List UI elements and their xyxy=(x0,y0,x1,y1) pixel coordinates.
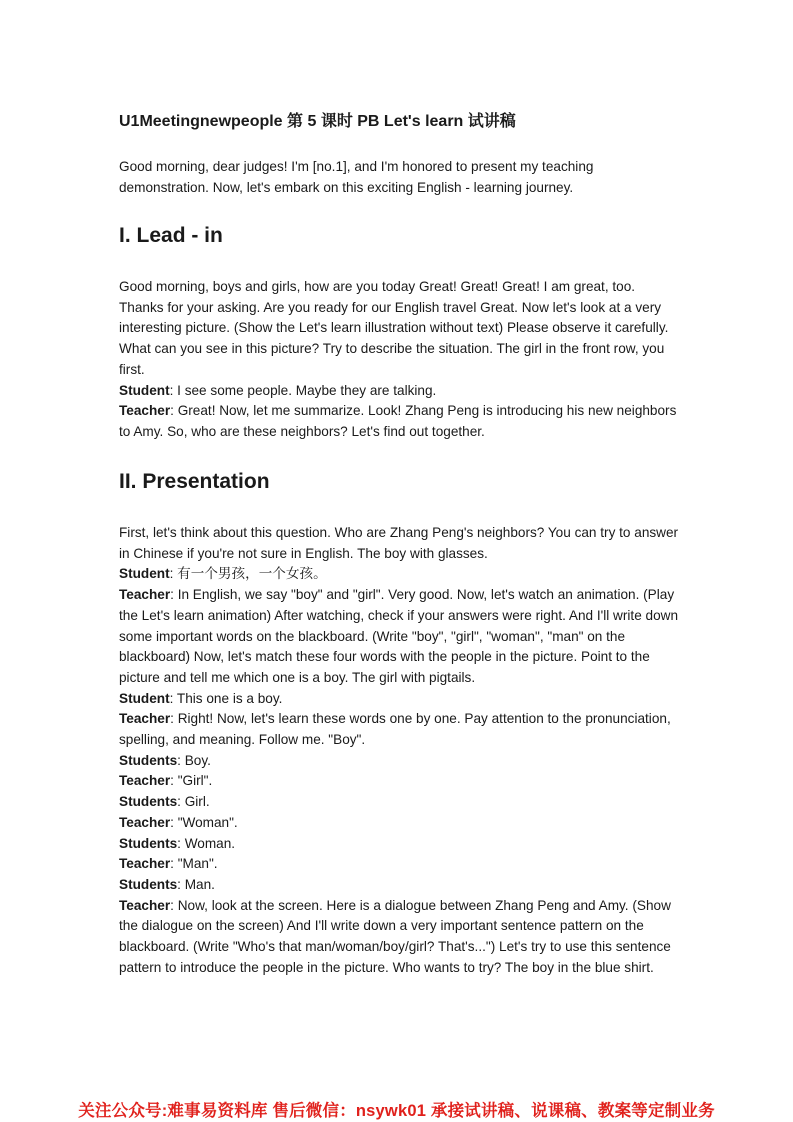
dialogue-line xyxy=(119,792,679,813)
dialogue-line xyxy=(119,689,679,710)
intro-paragraph: Good morning, dear judges! I'm [no.1], and I'm honored to present my teaching demonstration. Now, let's embark on this exciting English - learning journey. xyxy=(119,159,594,195)
dialogue-text: : Great! Now, let me summarize. Look! Zhang Peng is introducing his new neighbors to Amy. So, who are these neighbors? Let's find out together. xyxy=(119,403,677,439)
dialogue-text: : 有一个男孩，一个女孩。 xyxy=(169,566,327,582)
speaker-label: Teacher xyxy=(119,403,171,419)
dialogue-text: : Man. xyxy=(177,876,215,892)
section-heading-presentation: II. Presentation xyxy=(119,470,270,493)
dialogue-text: : Girl. xyxy=(177,794,210,810)
dialogue-line xyxy=(119,401,679,442)
speaker-label: Teacher xyxy=(119,897,171,913)
dialogue-line xyxy=(119,771,679,792)
dialogue-text: : Now, look at the screen. Here is a dialogue between Zhang Peng and Amy. (Show the dialogue on the screen) And I'll write down a very important sentence pattern on the blackboard. (Write "Who's that man/woman/boy/girl? That's...") Let's try to use this sentence pattern to introduce the people in the picture. Who wants to try? The boy in the blue shirt. xyxy=(119,897,671,975)
document-title: U1Meetingnewpeople 第 5 课时 PB Let's learn 试讲稿 xyxy=(119,113,516,130)
dialogue-line xyxy=(119,564,679,585)
presentation-content xyxy=(119,523,679,978)
dialogue-text: : In English, we say "boy" and "girl". Very good. Now, let's watch an animation. (Play the Let's learn animation) After watching, check if your answers were right. And I'll write down some important words on the blackboard. (Write "boy", "girl", "woman", "man" on the blackboard) Now, let's match these four words with the people in the picture. Point to the picture and tell me which one is a boy. The girl with pigtails. xyxy=(119,587,679,685)
speaker-label: Students xyxy=(119,752,178,768)
dialogue-line xyxy=(119,875,679,896)
presentation-paragraph: First, let's think about this question. Who are Zhang Peng's neighbors? You can try to answer in Chinese if you're not sure in English. The boy with glasses. xyxy=(119,525,679,561)
speaker-label: Student xyxy=(119,566,170,582)
lead-in-paragraph: Good morning, boys and girls, how are you today Great! Great! Great! I am great, too. Thanks for your asking. Are you ready for our English travel Great. Now let's look at a very interesting picture. (Show the Let's learn illustration without text) Please observe it carefully. What can you see in this picture? Try to describe the situation. The girl in the front row, you first. xyxy=(119,279,669,377)
dialogue-line xyxy=(119,585,679,689)
dialogue-text: : This one is a boy. xyxy=(169,690,283,706)
speaker-label: Students xyxy=(119,835,178,851)
dialogue-text: : I see some people. Maybe they are talking. xyxy=(169,382,437,398)
dialogue-text: : "Man". xyxy=(170,856,218,872)
lead-in-content xyxy=(119,277,679,443)
dialogue-text: : Woman. xyxy=(177,835,236,851)
dialogue-line xyxy=(119,813,679,834)
dialogue-text: : "Girl". xyxy=(170,773,213,789)
speaker-label: Teacher xyxy=(119,814,171,830)
speaker-label: Teacher xyxy=(119,587,171,603)
dialogue-text: : Boy. xyxy=(177,752,211,768)
dialogue-line xyxy=(119,381,679,402)
speaker-label: Students xyxy=(119,794,178,810)
speaker-label: Student xyxy=(119,690,170,706)
dialogue-text: : "Woman". xyxy=(170,814,238,830)
speaker-label: Students xyxy=(119,876,178,892)
dialogue-line xyxy=(119,709,679,750)
speaker-label: Teacher xyxy=(119,856,171,872)
speaker-label: Teacher xyxy=(119,773,171,789)
dialogue-line xyxy=(119,896,679,979)
dialogue-text: : Right! Now, let's learn these words one by one. Pay attention to the pronunciation, spelling, and meaning. Follow me. "Boy". xyxy=(119,711,671,748)
dialogue-line xyxy=(119,854,679,875)
speaker-label: Teacher xyxy=(119,711,171,727)
dialogue-line xyxy=(119,834,679,855)
footer-promo-text: 关注公众号:难事易资料库 售后微信：nsywk01 承接试讲稿、说课稿、教案等定制业务 xyxy=(78,1102,715,1120)
section-heading-lead-in: I. Lead - in xyxy=(119,224,223,247)
dialogue-line xyxy=(119,751,679,772)
speaker-label: Student xyxy=(119,382,170,398)
